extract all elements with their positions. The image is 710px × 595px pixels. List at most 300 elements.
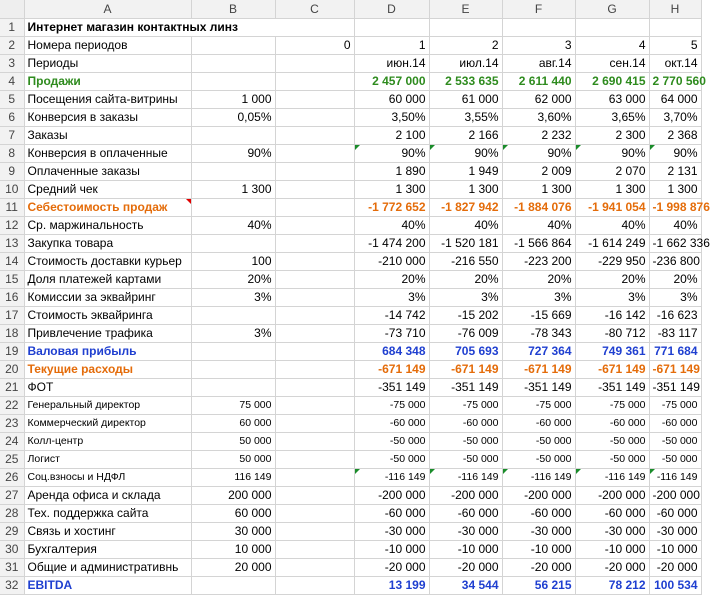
cell-value[interactable]: июл.14 bbox=[429, 54, 502, 72]
cell-c[interactable] bbox=[275, 180, 354, 198]
row-header[interactable]: 26 bbox=[0, 468, 24, 486]
cell-label[interactable]: Колл-центр bbox=[24, 432, 191, 450]
cell-value[interactable]: 3,60% bbox=[502, 108, 575, 126]
cell-value[interactable]: 40% bbox=[429, 216, 502, 234]
cell-value[interactable]: -351 149 bbox=[649, 378, 701, 396]
cell-value[interactable] bbox=[502, 18, 575, 36]
cell-param[interactable]: 100 bbox=[191, 252, 275, 270]
cell-value[interactable]: 20% bbox=[575, 270, 649, 288]
cell-value[interactable]: -50 000 bbox=[429, 450, 502, 468]
cell-value[interactable]: 40% bbox=[575, 216, 649, 234]
cell-param[interactable]: 3% bbox=[191, 288, 275, 306]
cell-label[interactable]: Стоимость доставки курьер bbox=[24, 252, 191, 270]
row-header[interactable]: 17 bbox=[0, 306, 24, 324]
row-header[interactable]: 5 bbox=[0, 90, 24, 108]
cell-value[interactable]: -116 149 bbox=[429, 468, 502, 486]
cell-value[interactable]: 78 212 bbox=[575, 576, 649, 594]
cell-c[interactable] bbox=[275, 108, 354, 126]
cell-value[interactable]: -1 662 336 bbox=[649, 234, 701, 252]
cell-value[interactable]: 2 611 440 bbox=[502, 72, 575, 90]
cell-param[interactable] bbox=[191, 306, 275, 324]
cell-value[interactable]: -351 149 bbox=[575, 378, 649, 396]
cell-value[interactable]: -20 000 bbox=[575, 558, 649, 576]
cell-c[interactable] bbox=[275, 216, 354, 234]
cell-value[interactable]: -223 200 bbox=[502, 252, 575, 270]
cell-value[interactable]: -50 000 bbox=[575, 432, 649, 450]
cell-value[interactable]: 3,65% bbox=[575, 108, 649, 126]
column-header-e[interactable]: E bbox=[429, 0, 502, 18]
cell-c[interactable] bbox=[275, 54, 354, 72]
cell-c[interactable] bbox=[275, 162, 354, 180]
cell-param[interactable] bbox=[191, 360, 275, 378]
cell-value[interactable]: 3% bbox=[429, 288, 502, 306]
cell-value[interactable]: 20% bbox=[429, 270, 502, 288]
cell-label[interactable]: Бухгалтерия bbox=[24, 540, 191, 558]
cell-value[interactable]: -210 000 bbox=[354, 252, 429, 270]
row-header[interactable]: 30 bbox=[0, 540, 24, 558]
cell-value[interactable]: -20 000 bbox=[502, 558, 575, 576]
cell-param[interactable] bbox=[191, 36, 275, 54]
cell-value[interactable]: -200 000 bbox=[575, 486, 649, 504]
cell-value[interactable]: -229 950 bbox=[575, 252, 649, 270]
cell-value[interactable]: -116 149 bbox=[354, 468, 429, 486]
cell-value[interactable]: -10 000 bbox=[649, 540, 701, 558]
cell-value[interactable]: 3% bbox=[502, 288, 575, 306]
cell-c[interactable] bbox=[275, 144, 354, 162]
cell-value[interactable]: -50 000 bbox=[649, 432, 701, 450]
cell-value[interactable]: -60 000 bbox=[649, 504, 701, 522]
row-header[interactable]: 24 bbox=[0, 432, 24, 450]
cell-value[interactable]: -76 009 bbox=[429, 324, 502, 342]
cell-value[interactable]: 3% bbox=[649, 288, 701, 306]
cell-value[interactable]: -75 000 bbox=[354, 396, 429, 414]
cell-value[interactable]: -200 000 bbox=[354, 486, 429, 504]
cell-value[interactable]: 61 000 bbox=[429, 90, 502, 108]
row-header[interactable]: 12 bbox=[0, 216, 24, 234]
cell-value[interactable]: -1 941 054 bbox=[575, 198, 649, 216]
cell-value[interactable]: 3,55% bbox=[429, 108, 502, 126]
cell-value[interactable]: 20% bbox=[649, 270, 701, 288]
cell-label[interactable]: Комиссии за эквайринг bbox=[24, 288, 191, 306]
cell-value[interactable]: 1 300 bbox=[649, 180, 701, 198]
cell-value[interactable]: 2 bbox=[429, 36, 502, 54]
cell-label[interactable]: Ср. маржинальность bbox=[24, 216, 191, 234]
cell-value[interactable]: -73 710 bbox=[354, 324, 429, 342]
cell-value[interactable]: -116 149 bbox=[575, 468, 649, 486]
cell-value[interactable]: -10 000 bbox=[502, 540, 575, 558]
cell-value[interactable]: сен.14 bbox=[575, 54, 649, 72]
cell-value[interactable]: 90% bbox=[649, 144, 701, 162]
cell-label[interactable]: Стоимость эквайринга bbox=[24, 306, 191, 324]
cell-param[interactable]: 50 000 bbox=[191, 450, 275, 468]
cell-label[interactable]: Средний чек bbox=[24, 180, 191, 198]
cell-value[interactable]: -216 550 bbox=[429, 252, 502, 270]
table-row bbox=[0, 360, 701, 378]
row-header[interactable]: 16 bbox=[0, 288, 24, 306]
cell-c[interactable] bbox=[275, 486, 354, 504]
cell-c[interactable] bbox=[275, 414, 354, 432]
cell-value[interactable]: 40% bbox=[649, 216, 701, 234]
cell-param[interactable]: 10 000 bbox=[191, 540, 275, 558]
cell-value[interactable]: -16 623 bbox=[649, 306, 701, 324]
cell-value[interactable]: -200 000 bbox=[649, 486, 701, 504]
cell-value[interactable]: -30 000 bbox=[354, 522, 429, 540]
cell-param[interactable]: 0,05% bbox=[191, 108, 275, 126]
cell-value[interactable] bbox=[354, 18, 429, 36]
cell-value[interactable]: -10 000 bbox=[575, 540, 649, 558]
cell-value[interactable]: -50 000 bbox=[649, 450, 701, 468]
cell-label[interactable]: Заказы bbox=[24, 126, 191, 144]
cell-value[interactable]: июн.14 bbox=[354, 54, 429, 72]
cell-value[interactable]: -20 000 bbox=[429, 558, 502, 576]
cell-param[interactable] bbox=[191, 162, 275, 180]
cell-value[interactable]: -80 712 bbox=[575, 324, 649, 342]
cell-label[interactable]: Закупка товара bbox=[24, 234, 191, 252]
cell-value[interactable]: 1 949 bbox=[429, 162, 502, 180]
cell-c[interactable] bbox=[275, 360, 354, 378]
cell-value[interactable]: -20 000 bbox=[649, 558, 701, 576]
cell-value[interactable]: 20% bbox=[502, 270, 575, 288]
column-header-f[interactable]: F bbox=[502, 0, 575, 18]
row-header[interactable]: 2 bbox=[0, 36, 24, 54]
column-header-b[interactable]: B bbox=[191, 0, 275, 18]
cell-param[interactable] bbox=[191, 576, 275, 594]
cell-c[interactable] bbox=[275, 558, 354, 576]
row-header[interactable]: 15 bbox=[0, 270, 24, 288]
cell-value[interactable] bbox=[575, 18, 649, 36]
cell-value[interactable]: 2 070 bbox=[575, 162, 649, 180]
cell-value[interactable]: -1 884 076 bbox=[502, 198, 575, 216]
table-row bbox=[0, 450, 701, 468]
cell-param[interactable]: 50 000 bbox=[191, 432, 275, 450]
cell-param[interactable] bbox=[191, 378, 275, 396]
cell-label[interactable]: Связь и хостинг bbox=[24, 522, 191, 540]
cell-param[interactable]: 3% bbox=[191, 324, 275, 342]
row-header[interactable]: 1 bbox=[0, 18, 24, 36]
cell-label[interactable]: Конверсия в оплаченные bbox=[24, 144, 191, 162]
cell-value[interactable] bbox=[429, 18, 502, 36]
cell-value[interactable]: 3,50% bbox=[354, 108, 429, 126]
cell-value[interactable]: 1 300 bbox=[429, 180, 502, 198]
cell-c[interactable] bbox=[275, 468, 354, 486]
cell-value[interactable]: 2 770 560 bbox=[649, 72, 701, 90]
cell-param[interactable] bbox=[191, 126, 275, 144]
cell-param[interactable] bbox=[191, 72, 275, 90]
cell-value[interactable]: 1 300 bbox=[354, 180, 429, 198]
cell-value[interactable]: 5 bbox=[649, 36, 701, 54]
cell-param[interactable]: 75 000 bbox=[191, 396, 275, 414]
cell-value[interactable]: 90% bbox=[502, 144, 575, 162]
cell-c[interactable] bbox=[275, 576, 354, 594]
cell-value[interactable]: -50 000 bbox=[354, 450, 429, 468]
row-header[interactable]: 29 bbox=[0, 522, 24, 540]
cell-c[interactable]: 0 bbox=[275, 36, 354, 54]
cell-label[interactable]: Тех. поддержка сайта bbox=[24, 504, 191, 522]
row-header[interactable]: 31 bbox=[0, 558, 24, 576]
row-header[interactable]: 11 bbox=[0, 198, 24, 216]
cell-c[interactable] bbox=[275, 270, 354, 288]
cell-param[interactable]: 90% bbox=[191, 144, 275, 162]
cell-value[interactable]: -14 742 bbox=[354, 306, 429, 324]
cell-label[interactable]: ФОТ bbox=[24, 378, 191, 396]
table-row bbox=[0, 36, 701, 54]
cell-c[interactable] bbox=[275, 306, 354, 324]
cell-param[interactable]: 30 000 bbox=[191, 522, 275, 540]
cell-label[interactable]: Общие и административнь bbox=[24, 558, 191, 576]
cell-value[interactable]: 2 100 bbox=[354, 126, 429, 144]
cell-value[interactable]: 20% bbox=[354, 270, 429, 288]
table-row bbox=[0, 90, 701, 108]
row-header[interactable]: 27 bbox=[0, 486, 24, 504]
cell-value[interactable]: -60 000 bbox=[575, 504, 649, 522]
cell-param[interactable] bbox=[191, 342, 275, 360]
cell-value[interactable]: -351 149 bbox=[502, 378, 575, 396]
cell-value[interactable]: 771 684 bbox=[649, 342, 701, 360]
cell-value[interactable]: 63 000 bbox=[575, 90, 649, 108]
cell-label[interactable]: Текущие расходы bbox=[24, 360, 191, 378]
cell-value[interactable]: авг.14 bbox=[502, 54, 575, 72]
cell-value[interactable]: -671 149 bbox=[649, 360, 701, 378]
cell-value[interactable]: 34 544 bbox=[429, 576, 502, 594]
cell-value[interactable]: -60 000 bbox=[429, 414, 502, 432]
cell-value[interactable]: 3 bbox=[502, 36, 575, 54]
cell-value[interactable]: 4 bbox=[575, 36, 649, 54]
row-header[interactable]: 13 bbox=[0, 234, 24, 252]
cell-c[interactable] bbox=[275, 72, 354, 90]
cell-value[interactable]: -20 000 bbox=[354, 558, 429, 576]
cell-value[interactable]: -16 142 bbox=[575, 306, 649, 324]
cell-param[interactable] bbox=[191, 198, 275, 216]
cell-value[interactable]: -30 000 bbox=[649, 522, 701, 540]
cell-value[interactable]: -1 566 864 bbox=[502, 234, 575, 252]
cell-label[interactable]: Генеральный директор bbox=[24, 396, 191, 414]
select-all-corner[interactable] bbox=[0, 0, 24, 18]
cell-value[interactable]: -60 000 bbox=[502, 504, 575, 522]
cell-label[interactable]: Логист bbox=[24, 450, 191, 468]
cell-value[interactable]: 3% bbox=[575, 288, 649, 306]
cell-param[interactable]: 20% bbox=[191, 270, 275, 288]
cell-value[interactable]: -50 000 bbox=[502, 450, 575, 468]
cell-value[interactable]: -83 117 bbox=[649, 324, 701, 342]
cell-value[interactable]: -671 149 bbox=[575, 360, 649, 378]
cell-c[interactable] bbox=[275, 126, 354, 144]
cell-label[interactable]: Аренда офиса и склада bbox=[24, 486, 191, 504]
cell-value[interactable]: -671 149 bbox=[502, 360, 575, 378]
cell-param[interactable] bbox=[191, 54, 275, 72]
cell-param[interactable]: 1 300 bbox=[191, 180, 275, 198]
cell-value[interactable]: -1 520 181 bbox=[429, 234, 502, 252]
cell-value[interactable]: 705 693 bbox=[429, 342, 502, 360]
cell-value[interactable]: -30 000 bbox=[429, 522, 502, 540]
cell-label[interactable]: EBITDA bbox=[24, 576, 191, 594]
cell-value[interactable]: -1 827 942 bbox=[429, 198, 502, 216]
cell-value[interactable]: 1 300 bbox=[502, 180, 575, 198]
cell-label[interactable]: Конверсия в заказы bbox=[24, 108, 191, 126]
cell-value[interactable]: -200 000 bbox=[502, 486, 575, 504]
cell-value[interactable]: -671 149 bbox=[354, 360, 429, 378]
cell-value[interactable]: -75 000 bbox=[429, 396, 502, 414]
cell-value[interactable]: -15 669 bbox=[502, 306, 575, 324]
cell-c[interactable] bbox=[275, 90, 354, 108]
column-header-h[interactable]: H bbox=[649, 0, 701, 18]
cell-label[interactable]: Соц.взносы и НДФЛ bbox=[24, 468, 191, 486]
row-header[interactable]: 7 bbox=[0, 126, 24, 144]
cell-value[interactable]: 727 364 bbox=[502, 342, 575, 360]
cell-value[interactable]: 64 000 bbox=[649, 90, 701, 108]
cell-value[interactable]: -671 149 bbox=[429, 360, 502, 378]
cell-value[interactable]: 2 368 bbox=[649, 126, 701, 144]
row-header[interactable]: 10 bbox=[0, 180, 24, 198]
cell-value[interactable]: 40% bbox=[502, 216, 575, 234]
cell-value[interactable]: -351 149 bbox=[354, 378, 429, 396]
row-header[interactable]: 21 bbox=[0, 378, 24, 396]
row-header[interactable]: 8 bbox=[0, 144, 24, 162]
cell-value[interactable]: -75 000 bbox=[575, 396, 649, 414]
row-header[interactable]: 6 bbox=[0, 108, 24, 126]
column-header-a[interactable]: A bbox=[24, 0, 191, 18]
cell-value[interactable]: -78 343 bbox=[502, 324, 575, 342]
row-header[interactable]: 19 bbox=[0, 342, 24, 360]
cell-value[interactable]: 3,70% bbox=[649, 108, 701, 126]
cell-value[interactable]: -236 800 bbox=[649, 252, 701, 270]
cell-value[interactable]: 56 215 bbox=[502, 576, 575, 594]
cell-label[interactable]: Себестоимость продаж bbox=[24, 198, 191, 216]
cell-c[interactable] bbox=[275, 324, 354, 342]
cell-param[interactable]: 60 000 bbox=[191, 504, 275, 522]
cell-value[interactable]: -50 000 bbox=[502, 432, 575, 450]
cell-value[interactable]: 100 534 bbox=[649, 576, 701, 594]
cell-value[interactable]: 684 348 bbox=[354, 342, 429, 360]
cell-value[interactable]: -1 614 249 bbox=[575, 234, 649, 252]
cell-value[interactable]: 90% bbox=[429, 144, 502, 162]
cell-value[interactable]: -60 000 bbox=[649, 414, 701, 432]
cell-param[interactable]: 20 000 bbox=[191, 558, 275, 576]
cell-value[interactable]: -10 000 bbox=[354, 540, 429, 558]
cell-value[interactable]: 13 199 bbox=[354, 576, 429, 594]
cell-label[interactable]: Оплаченные заказы bbox=[24, 162, 191, 180]
cell-value[interactable]: -60 000 bbox=[354, 504, 429, 522]
cell-param[interactable]: 1 000 bbox=[191, 90, 275, 108]
cell-c[interactable] bbox=[275, 252, 354, 270]
cell-value[interactable]: -116 149 bbox=[649, 468, 701, 486]
cell-value[interactable]: -75 000 bbox=[502, 396, 575, 414]
column-header-c[interactable]: C bbox=[275, 0, 354, 18]
cell-c[interactable] bbox=[275, 378, 354, 396]
cell-param[interactable]: 60 000 bbox=[191, 414, 275, 432]
cell-c[interactable] bbox=[275, 432, 354, 450]
cell-value[interactable]: 749 361 bbox=[575, 342, 649, 360]
row-header[interactable]: 20 bbox=[0, 360, 24, 378]
cell-value[interactable]: -15 202 bbox=[429, 306, 502, 324]
cell-value[interactable] bbox=[649, 18, 701, 36]
cell-value[interactable]: 3% bbox=[354, 288, 429, 306]
cell-c[interactable] bbox=[275, 234, 354, 252]
cell-value[interactable]: 90% bbox=[575, 144, 649, 162]
cell-c[interactable] bbox=[275, 450, 354, 468]
cell-param[interactable]: 40% bbox=[191, 216, 275, 234]
row-header[interactable]: 14 bbox=[0, 252, 24, 270]
cell-c[interactable] bbox=[275, 198, 354, 216]
cell-label[interactable]: Продажи bbox=[24, 72, 191, 90]
cell-label[interactable]: Номера периодов bbox=[24, 36, 191, 54]
row-header[interactable]: 22 bbox=[0, 396, 24, 414]
cell-value[interactable]: -60 000 bbox=[354, 414, 429, 432]
row-header[interactable]: 23 bbox=[0, 414, 24, 432]
row-header[interactable]: 3 bbox=[0, 54, 24, 72]
cell-label[interactable]: Посещения сайта-витрины bbox=[24, 90, 191, 108]
cell-c[interactable] bbox=[275, 342, 354, 360]
cell-value[interactable]: 2 009 bbox=[502, 162, 575, 180]
cell-value[interactable]: 2 690 415 bbox=[575, 72, 649, 90]
cell-c[interactable] bbox=[275, 396, 354, 414]
cell-value[interactable]: 62 000 bbox=[502, 90, 575, 108]
cell-value[interactable]: -30 000 bbox=[575, 522, 649, 540]
cell-value[interactable]: -60 000 bbox=[502, 414, 575, 432]
cell-param[interactable]: 116 149 bbox=[191, 468, 275, 486]
cell-value[interactable]: 1 890 bbox=[354, 162, 429, 180]
cell-c[interactable] bbox=[275, 540, 354, 558]
row-header[interactable]: 9 bbox=[0, 162, 24, 180]
cell-param[interactable]: 200 000 bbox=[191, 486, 275, 504]
cell-value[interactable]: 40% bbox=[354, 216, 429, 234]
cell-value[interactable]: -75 000 bbox=[649, 396, 701, 414]
cell-value[interactable]: 60 000 bbox=[354, 90, 429, 108]
cell-label[interactable]: Коммерческий директор bbox=[24, 414, 191, 432]
cell-label[interactable]: Интернет магазин контактных линз bbox=[24, 18, 354, 36]
cell-value[interactable]: 2 300 bbox=[575, 126, 649, 144]
cell-value[interactable]: -1 998 876 bbox=[649, 198, 701, 216]
cell-value[interactable]: -351 149 bbox=[429, 378, 502, 396]
row-header[interactable]: 18 bbox=[0, 324, 24, 342]
cell-param[interactable] bbox=[191, 234, 275, 252]
cell-label[interactable]: Привлечение трафика bbox=[24, 324, 191, 342]
cell-value[interactable]: -50 000 bbox=[429, 432, 502, 450]
cell-label[interactable]: Доля платежей картами bbox=[24, 270, 191, 288]
row-header[interactable]: 4 bbox=[0, 72, 24, 90]
row-header[interactable]: 28 bbox=[0, 504, 24, 522]
cell-value[interactable]: -116 149 bbox=[502, 468, 575, 486]
table-row bbox=[0, 306, 701, 324]
cell-value[interactable]: 1 300 bbox=[575, 180, 649, 198]
cell-value[interactable]: 2 131 bbox=[649, 162, 701, 180]
cell-value[interactable]: -60 000 bbox=[575, 414, 649, 432]
cell-value[interactable]: -1 474 200 bbox=[354, 234, 429, 252]
row-header[interactable]: 25 bbox=[0, 450, 24, 468]
cell-value[interactable]: -60 000 bbox=[429, 504, 502, 522]
cell-value[interactable]: -1 772 652 bbox=[354, 198, 429, 216]
cell-value[interactable]: -10 000 bbox=[429, 540, 502, 558]
cell-value[interactable]: -30 000 bbox=[502, 522, 575, 540]
cell-value[interactable]: 2 232 bbox=[502, 126, 575, 144]
cell-c[interactable] bbox=[275, 504, 354, 522]
cell-value[interactable]: 1 bbox=[354, 36, 429, 54]
cell-value[interactable]: 90% bbox=[354, 144, 429, 162]
row-header[interactable]: 32 bbox=[0, 576, 24, 594]
cell-label[interactable]: Периоды bbox=[24, 54, 191, 72]
cell-value[interactable]: -50 000 bbox=[575, 450, 649, 468]
cell-c[interactable] bbox=[275, 522, 354, 540]
column-header-d[interactable]: D bbox=[354, 0, 429, 18]
cell-value[interactable]: -200 000 bbox=[429, 486, 502, 504]
column-header-g[interactable]: G bbox=[575, 0, 649, 18]
cell-value[interactable]: 2 457 000 bbox=[354, 72, 429, 90]
cell-value[interactable]: 2 533 635 bbox=[429, 72, 502, 90]
cell-value[interactable]: 2 166 bbox=[429, 126, 502, 144]
cell-value[interactable]: -50 000 bbox=[354, 432, 429, 450]
cell-label[interactable]: Валовая прибыль bbox=[24, 342, 191, 360]
cell-value[interactable]: окт.14 bbox=[649, 54, 701, 72]
cell-c[interactable] bbox=[275, 288, 354, 306]
